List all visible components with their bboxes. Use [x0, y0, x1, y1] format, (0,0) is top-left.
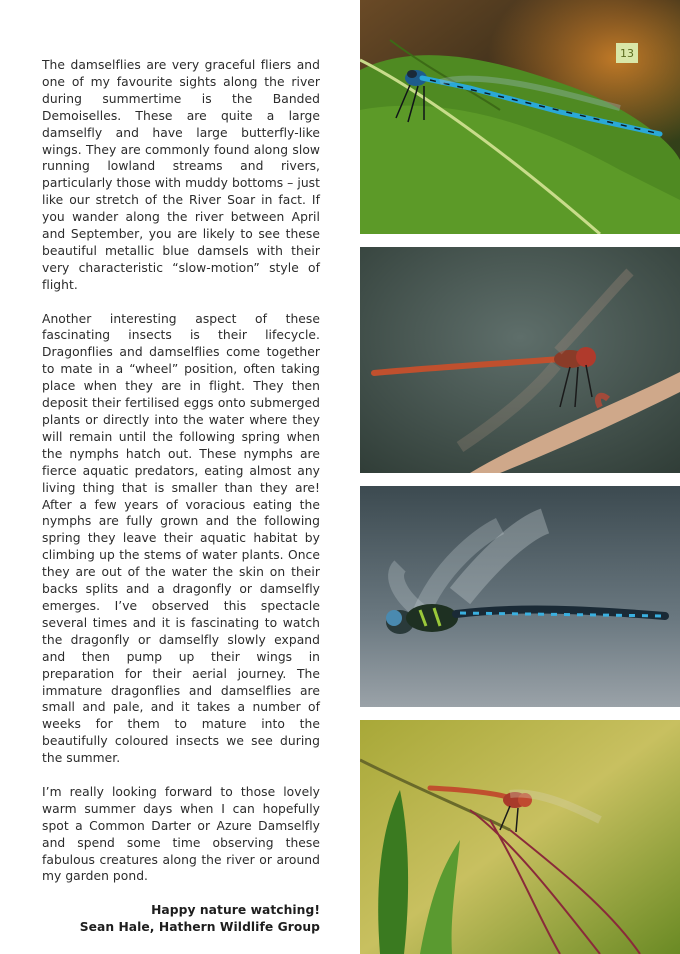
paragraph-2: Another interesting aspect of these fascinating insects is their lifecycle. Dragonflies and damselflies come together to mate in a “wheel” position, often taking place when they are in flight. They then deposit their fertilised eggs onto submerged plants or directly into the water where they will remain until the following spring when the nymphs hatch out. These nymphs are fierce aquatic predators, eating almost any living thing that is smaller than they are! After a few years of voracious eating the nymphs are fully grown and the following spring they leave their aquatic habitat by climbing up the stems of water plants. Once they are out of the water the skin on their backs splits and a dragonfly or damselfly emerges. I’ve observed this spectacle several times and it is fascinating to watch the dragonfly or damselfly slowly expand and then pump up their wings in preparation for their aerial journey. The immature dragonflies and damselflies are small and pale, and it takes a number of weeks for them to mature into the beautifully coloured insects we see during the summer. [42, 311, 320, 766]
paragraph-1: The damselflies are very graceful fliers and one of my favourite sights along the river during summertime is the Banded Demoiselles. These are quite a large damselfly and have large butterfly-like wings. They are commonly found along slow running lowland streams and rivers, particularly those with muddy bottoms – just like our stretch of the River Soar in fact. If you wander along the river between April and September, you are likely to see these beautiful metallic blue damsels with their very characteristic “slow-motion” style of flight. [42, 58, 320, 292]
article-text [42, 57, 320, 936]
red-darter-photo [360, 247, 680, 473]
signoff-greeting: Happy nature watching! [151, 903, 320, 918]
blue-damselfly-photo [360, 0, 680, 234]
signoff [42, 902, 320, 936]
paragraph-3: I’m really looking forward to those lovely warm summer days when I can hopefully spot a Common Darter or Azure Damselfly and spend some time observing these fabulous creatures along the river or around my garden pond. [42, 784, 320, 884]
page-number-badge: 13 [616, 43, 638, 63]
darter-on-grass-photo [360, 720, 680, 954]
hawker-dragonfly-photo [360, 486, 680, 707]
signoff-author: Sean Hale, Hathern Wildlife Group [79, 920, 320, 935]
